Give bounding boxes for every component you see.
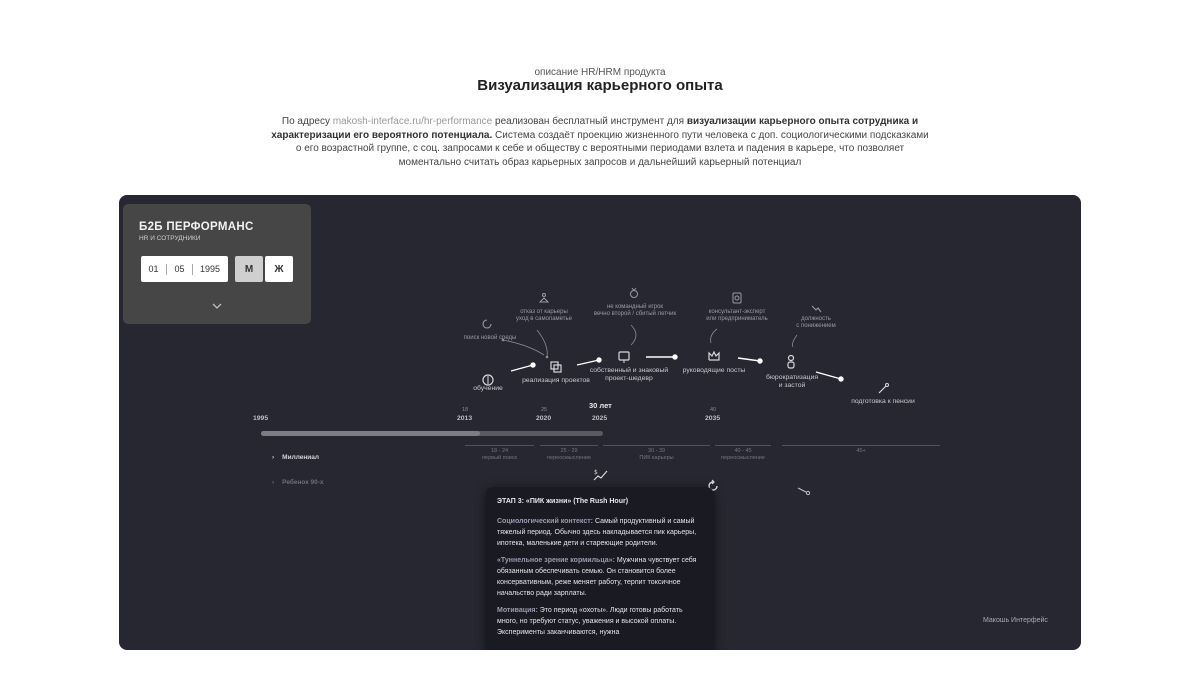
phase-range: 40 - 45	[734, 448, 752, 454]
start-year: 1995	[253, 415, 269, 422]
year-field[interactable]: 1995	[199, 264, 221, 274]
control-panel	[123, 204, 311, 324]
year-label-1: 2013	[457, 415, 473, 422]
event-leadership[interactable]: руководящие посты	[682, 367, 746, 374]
product-description	[270, 115, 930, 169]
tooltip-paragraph-2	[497, 555, 703, 599]
gender-female-button[interactable]: Ж	[265, 256, 293, 282]
phase-name: ПИК карьеры	[639, 455, 674, 461]
node-2	[597, 358, 601, 362]
year-label-3: 2025	[592, 415, 608, 422]
desc-part2: реализован бесплатный инструмент для	[492, 116, 687, 127]
event-masterpiece[interactable]: собственный и знаковый проект-шедевр	[589, 367, 669, 382]
chevron-right-icon: ›	[272, 479, 275, 486]
generation-label: Ребенок 90-х	[282, 479, 324, 486]
phase-4[interactable]	[715, 448, 771, 462]
tooltip-key: «Туннельное зрение кормильца»:	[497, 557, 615, 564]
timeline-progress-track[interactable]	[261, 431, 603, 436]
phase-line-3	[603, 445, 710, 446]
decline-icon	[797, 486, 811, 496]
event-bureaucracy[interactable]: бюрократизация и застой	[765, 374, 819, 389]
tooltip-text: Самый продуктивный и самый тяжелый период. Обычно здесь накладывается пик карьеры, ипотека, маленькие дети и стареющие родители.	[497, 518, 697, 547]
phase-2[interactable]	[535, 448, 603, 462]
consultant-icon	[731, 292, 743, 304]
year-label-4: 2035	[705, 415, 721, 422]
tooltip-title: ЭТАП 3: «ПИК жизни» (The Rush Hour)	[497, 498, 629, 505]
chevron-down-icon[interactable]	[211, 302, 223, 310]
event-consultant[interactable]: консультант-эксперт или предприниматель	[706, 309, 768, 322]
connector-1	[511, 365, 533, 371]
panel-subtitle: HR И СОТРУДНИКИ	[139, 235, 201, 242]
connector-4	[738, 358, 760, 361]
section-subtitle: описание HR/HRM продукта	[534, 67, 666, 78]
phase-range: 18 - 24	[490, 448, 509, 454]
desc-part1: По адресу	[281, 116, 333, 127]
event-second-player[interactable]: не командный игрок вечно второй / сбитый летчик	[593, 304, 677, 317]
phase-line-5	[782, 445, 940, 446]
retirement-icon	[876, 382, 890, 396]
desc-bold: визуализации карьерного опыта сотрудника и характеризации его вероятного потенциала.	[271, 116, 919, 141]
phase-range: 30 - 39	[647, 448, 666, 454]
branch-2	[537, 330, 547, 357]
event-education[interactable]: обучение	[473, 385, 503, 392]
event-new-environment[interactable]: поиск новой среды	[463, 335, 517, 341]
refresh-icon	[481, 318, 493, 330]
node-4	[758, 359, 762, 363]
bureaucracy-icon	[786, 354, 796, 370]
gender-male-button[interactable]: М	[235, 256, 263, 282]
timeline-progress-fill	[261, 431, 480, 436]
age-label-1: 18	[462, 407, 469, 413]
money-growth-icon	[593, 468, 609, 482]
phase-3[interactable]	[603, 448, 710, 462]
event-projects[interactable]: реализация проектов	[522, 377, 590, 384]
node-1	[531, 363, 535, 367]
tooltip-paragraph-3	[497, 605, 703, 638]
day-field[interactable]: 01	[148, 264, 159, 274]
connector-2	[577, 360, 599, 365]
tooltip-key: Социологический контекст:	[497, 518, 594, 525]
node-5	[839, 377, 843, 381]
branch-5	[793, 335, 798, 347]
node-3	[673, 355, 677, 359]
phase-tooltip	[486, 487, 714, 650]
branch-3	[631, 325, 636, 345]
generation-90s-child[interactable]	[272, 479, 323, 486]
meditation-icon	[538, 292, 550, 304]
tooltip-key: Мотивация:	[497, 607, 538, 614]
masterpiece-icon	[617, 350, 631, 364]
birthdate-input[interactable]	[141, 256, 228, 282]
phase-name: первый поиск	[482, 455, 517, 461]
demotion-icon	[810, 303, 822, 315]
phase-line-4	[715, 445, 771, 446]
current-age-marker: 30 лет	[589, 401, 612, 410]
svg-text:$: $	[594, 469, 598, 476]
panel-title: Б2Б ПЕРФОРМАНС	[139, 221, 254, 233]
phase-line-2	[540, 445, 598, 446]
phase-1[interactable]	[465, 448, 534, 462]
year-label-2: 2020	[536, 415, 552, 422]
event-retirement[interactable]: подготовка к пенсии	[851, 398, 915, 405]
tooltip-text: Это период «охоты». Люди готовы работать много, но требуют статус, уважения и высокой оплаты. Эксперименты заканчиваются, нужна	[497, 607, 683, 636]
tooltip-text: Мужчина чувствует себя обязанным обеспечивать семью. Он становится более консервативным, реже меняет работу, терпит токсичное начальство ради зарплаты.	[497, 557, 697, 597]
event-demotion[interactable]: должность с понижением	[796, 316, 836, 329]
projects-icon	[549, 360, 563, 374]
generation-label: Миллениал	[282, 454, 320, 461]
desc-part3: Система создаёт проекцию жизненного пути человека с доп. социологическими подсказками о его возрастной группе, с соц. запросами к себе и обществу с вероятными периодами взлета и падения в карьере, что позволяет моментально считать образ карьерных запросов и дальнейший карьерный потенциал	[295, 129, 929, 168]
branch-4	[711, 329, 717, 343]
phase-range: 25 - 29	[560, 448, 578, 454]
product-link[interactable]: makosh-interface.ru/hr-performance	[332, 116, 493, 127]
brand-label: Макошь Интерфейс	[983, 617, 1048, 624]
crown-icon	[707, 349, 721, 363]
phase-name: переосмысление	[547, 455, 591, 461]
generation-millennial[interactable]	[272, 454, 319, 461]
event-career-refusal[interactable]: отказ от карьеры уход в самопаметье	[515, 309, 573, 322]
month-field[interactable]: 05	[174, 264, 185, 274]
app-window	[119, 195, 1081, 650]
tooltip-paragraph-1	[497, 516, 703, 549]
branch-1	[503, 340, 544, 355]
phase-name: переосмысление	[721, 455, 765, 461]
chevron-right-icon: ›	[272, 454, 275, 461]
section-title: Визуализация карьерного опыта	[477, 77, 723, 94]
age-label-4: 40	[710, 407, 717, 413]
phase-range: 45+	[856, 448, 866, 454]
age-label-2: 25	[541, 407, 548, 413]
phase-line-1	[465, 445, 534, 446]
badge-icon	[628, 287, 640, 299]
branch-dot-2	[546, 356, 549, 359]
phase-5[interactable]	[782, 448, 940, 455]
